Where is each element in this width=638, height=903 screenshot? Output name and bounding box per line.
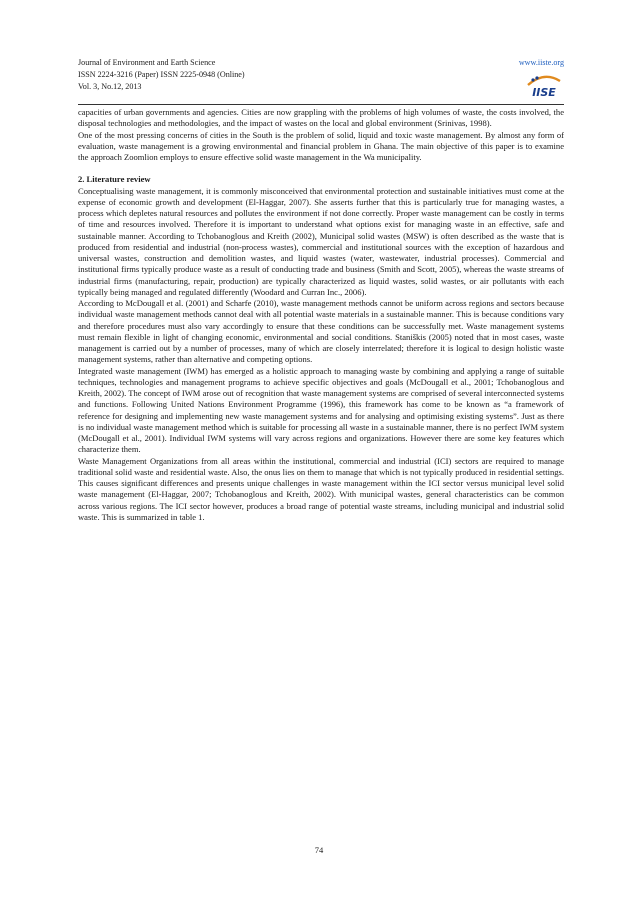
paragraph-mcdougall: According to McDougall et al. (2001) and Scharfe (2010), waste management methods cannot be uniform across regions and sectors because individual waste management methods cannot deal with all potential waste materials in a sustainable manner. This is because conditions vary and therefore procedures must also vary accordingly to ensure that these conditions can be successfully met. Waste management systems must remain flexible in light of changing economic, environmental and social conditions. Staniškis (2005) noted that in most cases, waste management is carried out by a number of processes, many of which are closely interrelated; therefore it is logical to design holistic waste management systems, rather than alternative and competing options.	[78, 298, 564, 365]
article-body	[78, 107, 564, 523]
journal-title: Journal of Environment and Earth Science	[78, 58, 216, 67]
header-divider	[78, 104, 564, 105]
iiste-logo-icon	[524, 69, 564, 99]
paragraph-ici-sector: Waste Management Organizations from all areas within the institutional, commercial and industrial (ICI) sectors are required to manage traditional solid waste and residential waste. Also, the onus lies on them to manage that which is not typically produced in residential settings. This causes significant differences and presents unique challenges in waste management within the ICI sector versus municipal level solid waste management (El-Haggar, 2007; Tchobanoglous and Kreith, 2002). With municipal wastes, general characteristics can be common across various regions. The ICI sector however, produces a broad range of potential waste streams, including municipal and industrial solid waste. This is summarized in table 1.	[78, 455, 564, 522]
paragraph-concerns: One of the most pressing concerns of cities in the South is the problem of solid, liquid and toxic waste management. By almost any form of evaluation, waste management is a growing environmental and financial problem in Ghana. The main objective of this paper is to examine the approach Zoomlion employs to ensure effective solid waste management in the Wa municipality.	[78, 129, 564, 162]
paragraph-iwm: Integrated waste management (IWM) has emerged as a holistic approach to managing waste by combining and applying a range of suitable techniques, technologies and management programs to achieve specific objectives and goals (McDougall et al., 2001; Tchobanoglous and Kreith, 2002). The concept of IWM arose out of recognition that waste management systems are comprised of several interconnected systems and functions. Following United Nations Environment Programme (1996), this framework has come to be known as “a framework of reference for designing and implementing new waste management systems and for analysing and optimising existing systems”. Just as there is no individual waste management method which is suitable for processing all waste in a sustainable manner, there is no perfect IWM system (McDougall et al., 2001). Individual IWM systems will vary across regions and organizations. However there are some key features which characterize them.	[78, 365, 564, 455]
volume-line: Vol. 3, No.12, 2013	[78, 81, 142, 91]
paragraph-conceptualising: Conceptualising waste management, it is commonly misconceived that environmental protection and sustainable initiatives must come at the expense of economic growth and development (El-Haggar, 2007). She asserts further that this is particularly true for managing wastes, a process which depletes natural resources and pollutes the environment if not done correctly. Proper waste management can be costly in terms of time and resources involved. Therefore it is important to understand what options exist for managing waste in an effective, safe and sustainable manner. According to Tchobanoglous and Kreith (2002), Municipal solid wastes (MSW) is often described as the waste that is produced from residential and industrial (non-process wastes), commercial and institutional sources with the exception of hazardous and universal wastes, construction and demolition wastes, and liquid wastes (water, wastewater, industrial processes). Commercial and institutional firms typically produce waste as a result of conducting trade and business (Smith and Scott, 2005), whereas the waste streams of industrial firms (manufacturing, repair, production) are typically characterized as liquid wastes, solid wastes, or air pollutants with each typically being managed and regulated differently (Woodard and Curran Inc., 2006).	[78, 185, 564, 297]
section-heading-literature-review: 2. Literature review	[78, 174, 151, 185]
paragraph-intro-continued: capacities of urban governments and agencies. Cities are now grappling with the problems of high volumes of waste, the costs involved, the disposal technologies and methodologies, and the impact of wastes on the local and global environment (Srinivas, 1998).	[78, 107, 564, 129]
page-number: 74	[314, 845, 324, 855]
page-header	[78, 57, 564, 101]
logo-text: IISE	[532, 86, 556, 99]
journal-url-link[interactable]: www.iiste.org	[518, 58, 564, 67]
issn-line: ISSN 2224-3216 (Paper) ISSN 2225-0948 (Online)	[78, 69, 245, 79]
